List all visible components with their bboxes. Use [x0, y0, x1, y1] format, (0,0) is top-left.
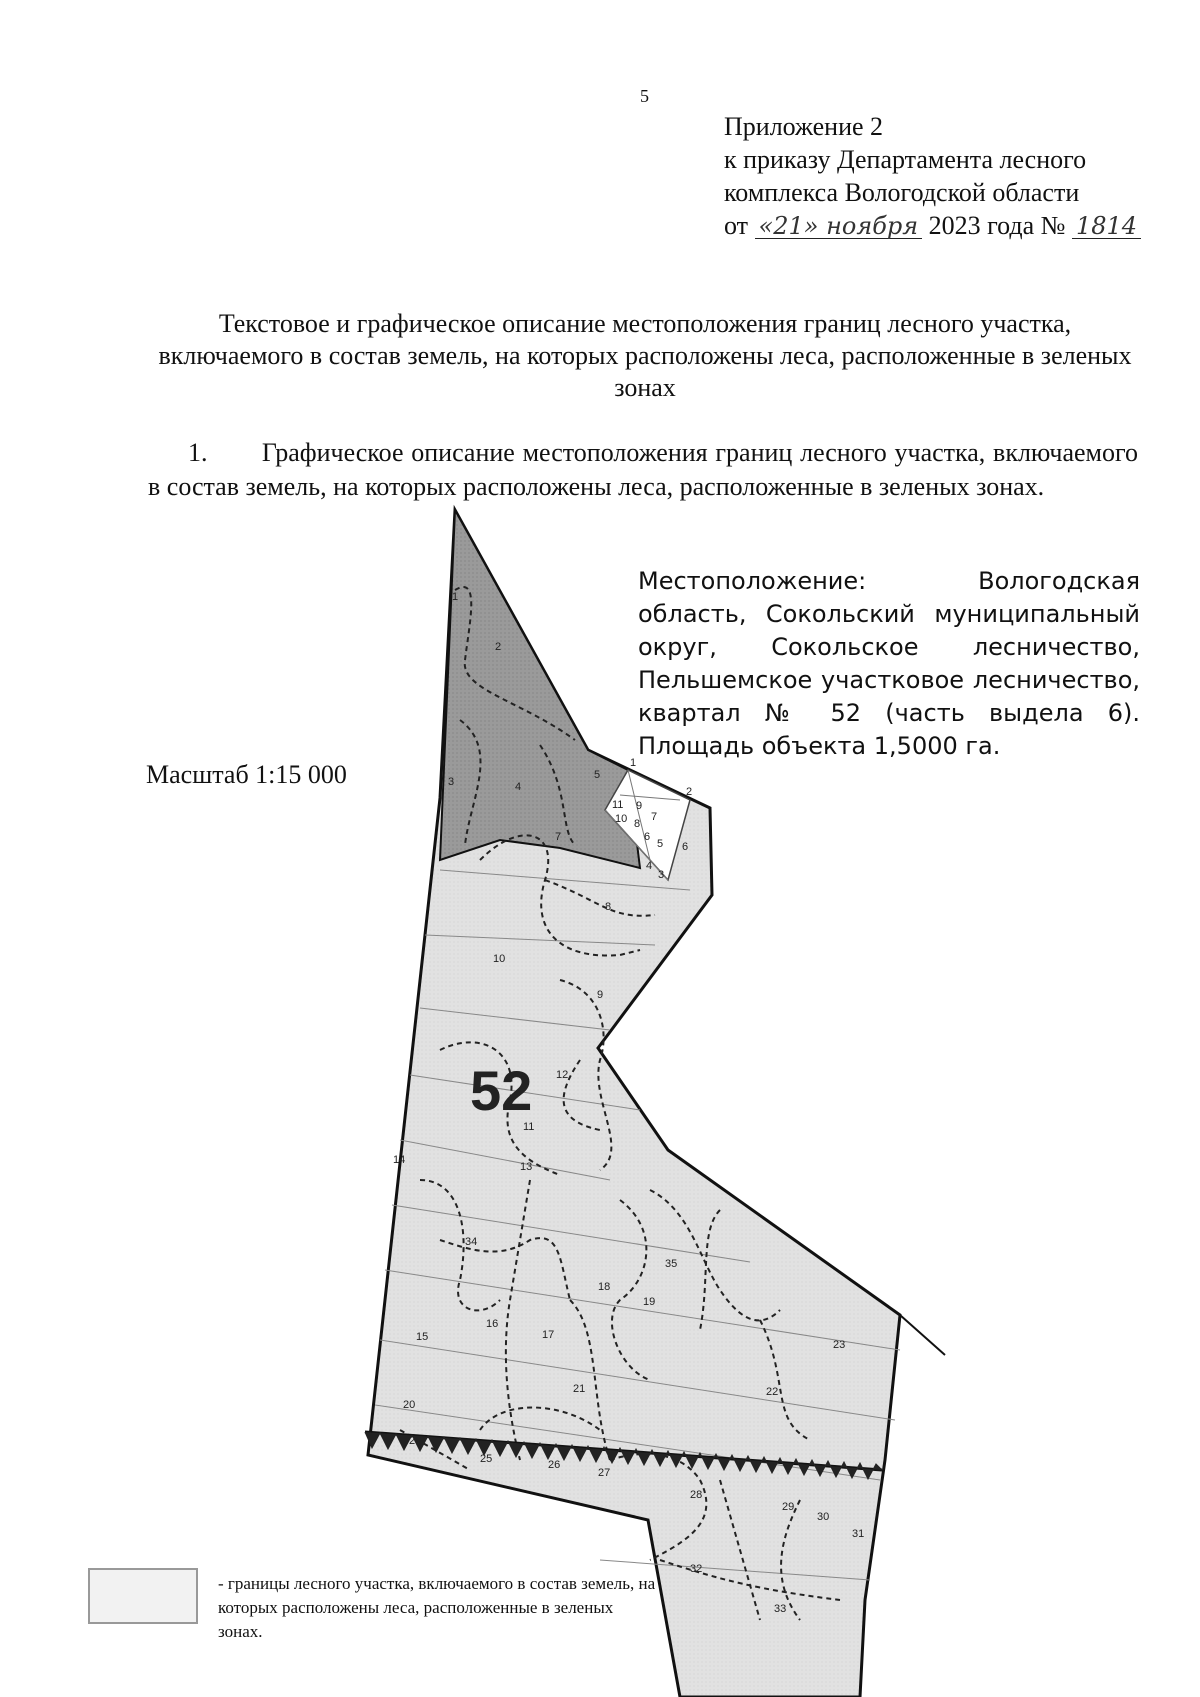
compartment-label: 15 [416, 1331, 429, 1343]
appendix-line-3: комплекса Вологодской области [724, 178, 1080, 207]
plot-point-label: 3 [658, 869, 665, 881]
compartment-label: 13 [520, 1161, 533, 1173]
quarter-number: 52 [470, 1059, 533, 1122]
compartment-label: 34 [465, 1236, 478, 1248]
compartment-label: 35 [665, 1258, 678, 1270]
compartment-label: 21 [573, 1383, 586, 1395]
plot-point-label: 9 [636, 800, 643, 812]
compartment-label: 16 [486, 1318, 499, 1330]
compartment-label: 10 [493, 953, 506, 965]
compartment-label: 25 [480, 1453, 493, 1465]
compartment-label: 18 [598, 1281, 611, 1293]
compartment-label: 5 [594, 769, 601, 781]
plot-point-label: 10 [615, 813, 628, 825]
plot-point-label: 1 [630, 757, 637, 769]
compartment-label: 14 [393, 1154, 406, 1166]
appendix-title: Приложение 2 [724, 112, 884, 141]
compartment-label: 6 [682, 841, 689, 853]
compartment-label: 23 [833, 1339, 846, 1351]
compartment-label: 30 [817, 1511, 830, 1523]
plot-point-label: 7 [651, 811, 658, 823]
plot-point-label: 4 [646, 860, 653, 872]
section-number: 1. [188, 438, 208, 467]
handwritten-order-number: 1814 [1072, 214, 1141, 239]
plot-point-label: 11 [612, 799, 624, 811]
outer-line [900, 1315, 945, 1355]
legend-text: - границы лесного участка, включаемого в состав земель, на которых расположены леса, расположенные в зеленых зонах. [218, 1574, 656, 1641]
compartment-label: 9 [597, 989, 604, 1001]
plot-point-label: 2 [686, 786, 693, 798]
compartment-label: 32 [690, 1563, 703, 1575]
compartment-label: 28 [690, 1489, 703, 1501]
section-text: Графическое описание местоположения границ лесного участка, включаемого в состав земель, на которых расположены леса, расположенные в зеленых зонах. [148, 438, 1138, 501]
plot-point-label: 6 [644, 831, 651, 843]
compartment-label: 26 [548, 1459, 561, 1471]
document-title: Текстовое и графическое описание местоположения границ лесного участка, включаемого в состав земель, на которых расположены леса, расположенные в зеленых зонах [158, 309, 1132, 402]
compartment-label: 12 [556, 1069, 569, 1081]
compartment-label: 31 [852, 1528, 865, 1540]
appendix-line-2: к приказу Департамента лесного [724, 145, 1087, 174]
date-prefix: от [724, 211, 749, 240]
legend-swatch [88, 1568, 198, 1624]
compartment-label: 27 [598, 1467, 611, 1479]
compartment-label: 22 [766, 1386, 779, 1398]
compartment-label: 7 [555, 831, 562, 843]
compartment-label: 11 [523, 1121, 535, 1133]
compartment-label: 17 [542, 1329, 555, 1341]
compartment-label: 19 [643, 1296, 656, 1308]
compartment-label: 4 [515, 781, 522, 793]
compartment-label: 20 [403, 1399, 416, 1411]
page-number: 5 [640, 86, 649, 106]
plot-point-label: 5 [657, 838, 664, 850]
handwritten-date: «21» ноября [755, 214, 923, 239]
compartment-label: 29 [782, 1501, 795, 1513]
compartment-label: 24 [409, 1435, 422, 1447]
map-scale: Масштаб 1:15 000 [146, 760, 347, 789]
compartment-label: 3 [448, 776, 455, 788]
plot-point-label: 8 [634, 818, 641, 830]
compartment-label: 1 [452, 591, 459, 603]
compartment-label: 2 [495, 641, 502, 653]
compartment-label: 8 [605, 901, 612, 913]
compartment-label: 33 [774, 1603, 787, 1615]
date-year: 2023 года № [928, 211, 1066, 240]
location-description: Местоположение: Вологодская область, Сокольский муниципальный округ, Сокольское лесничество, Пельшемское участковое лесничество, квартал № 52 (часть выдела 6). Площадь объекта 1,5000 га. [638, 567, 1140, 760]
